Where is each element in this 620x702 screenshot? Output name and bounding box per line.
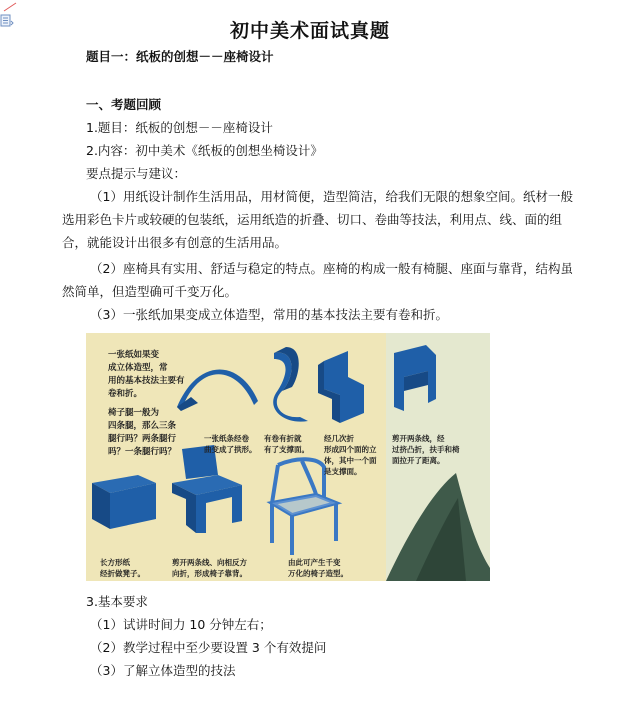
para3: （3）一张纸加果变成立体造型，常用的基本技法主要有卷和折。 <box>90 307 448 322</box>
chair-design-figure <box>86 333 490 581</box>
item-content: 2.内容：初中美术《纸板的创想坐椅设计》 <box>86 143 323 158</box>
requirement-3: （3）了解立体造型的技法 <box>90 663 236 678</box>
section-heading-review: 一、考题回顾 <box>86 97 162 112</box>
requirement-2: （2）教学过程中至少要设置 3 个有效提问 <box>90 640 327 655</box>
tips-heading: 要点提示与建议： <box>86 166 187 181</box>
caption-stool: 长方形纸 经折做凳子。 <box>100 558 145 578</box>
figure-question-text: 椅子腿一般为 四条腿，那么三条 腿行吗？两条腿行 吗？一条腿行吗？ <box>108 408 177 457</box>
caption-s-curve: 有卷有折就 有了支撑面。 <box>264 434 309 454</box>
caption-cut-arm: 剪开两条线，经 过挤凸折，扶手和椅 面拉开了距离。 <box>392 434 460 465</box>
folded-box-paper <box>324 351 364 423</box>
item-topic: 1.题目：纸板的创想－－座椅设计 <box>86 120 273 135</box>
question-subtitle: 题目一：纸板的创想－－座椅设计 <box>86 49 274 64</box>
para2-line2: 然简单，但造型确可千变万化。 <box>62 284 238 299</box>
caption-folded-box: 经几次折 形成四个面的立 体，其中一个面 是支撑面。 <box>324 434 377 476</box>
para1-line1: （1）用纸设计制作生活用品，用材简便，造型简洁，给我们无限的想象空间。纸材一般 <box>90 189 573 204</box>
figure-intro-text: 一张纸如果变 成立体造型，常 用的基本技法主要有 卷和折。 <box>108 350 185 399</box>
para1-line2: 选用彩色卡片或较硬的包装纸，运用纸造的折叠、切口、卷曲等技法，利用点、线、面的组 <box>62 212 563 227</box>
requirement-1: （1）试讲时间力 10 分钟左右； <box>90 617 272 632</box>
caption-backrest: 剪开两条线、向相反方 向折，形成椅子靠背。 <box>172 558 247 578</box>
section-heading-requirements: 3.基本要求 <box>86 594 148 609</box>
caption-arch: 一张纸条经卷 曲变成了拱形。 <box>204 434 257 454</box>
para2-line1: （2）座椅具有实用、舒适与稳定的特点。座椅的构成一般有椅腿、座面与靠背，结构虽 <box>90 261 573 276</box>
corner-mark-icon <box>3 2 17 12</box>
page-title: 初中美术面试真题 <box>229 20 390 42</box>
caption-variations: 由此可产生千变 万化的椅子造型。 <box>288 558 348 578</box>
para1-line3: 合，就能设计出很多有创意的生活用品。 <box>62 235 288 250</box>
